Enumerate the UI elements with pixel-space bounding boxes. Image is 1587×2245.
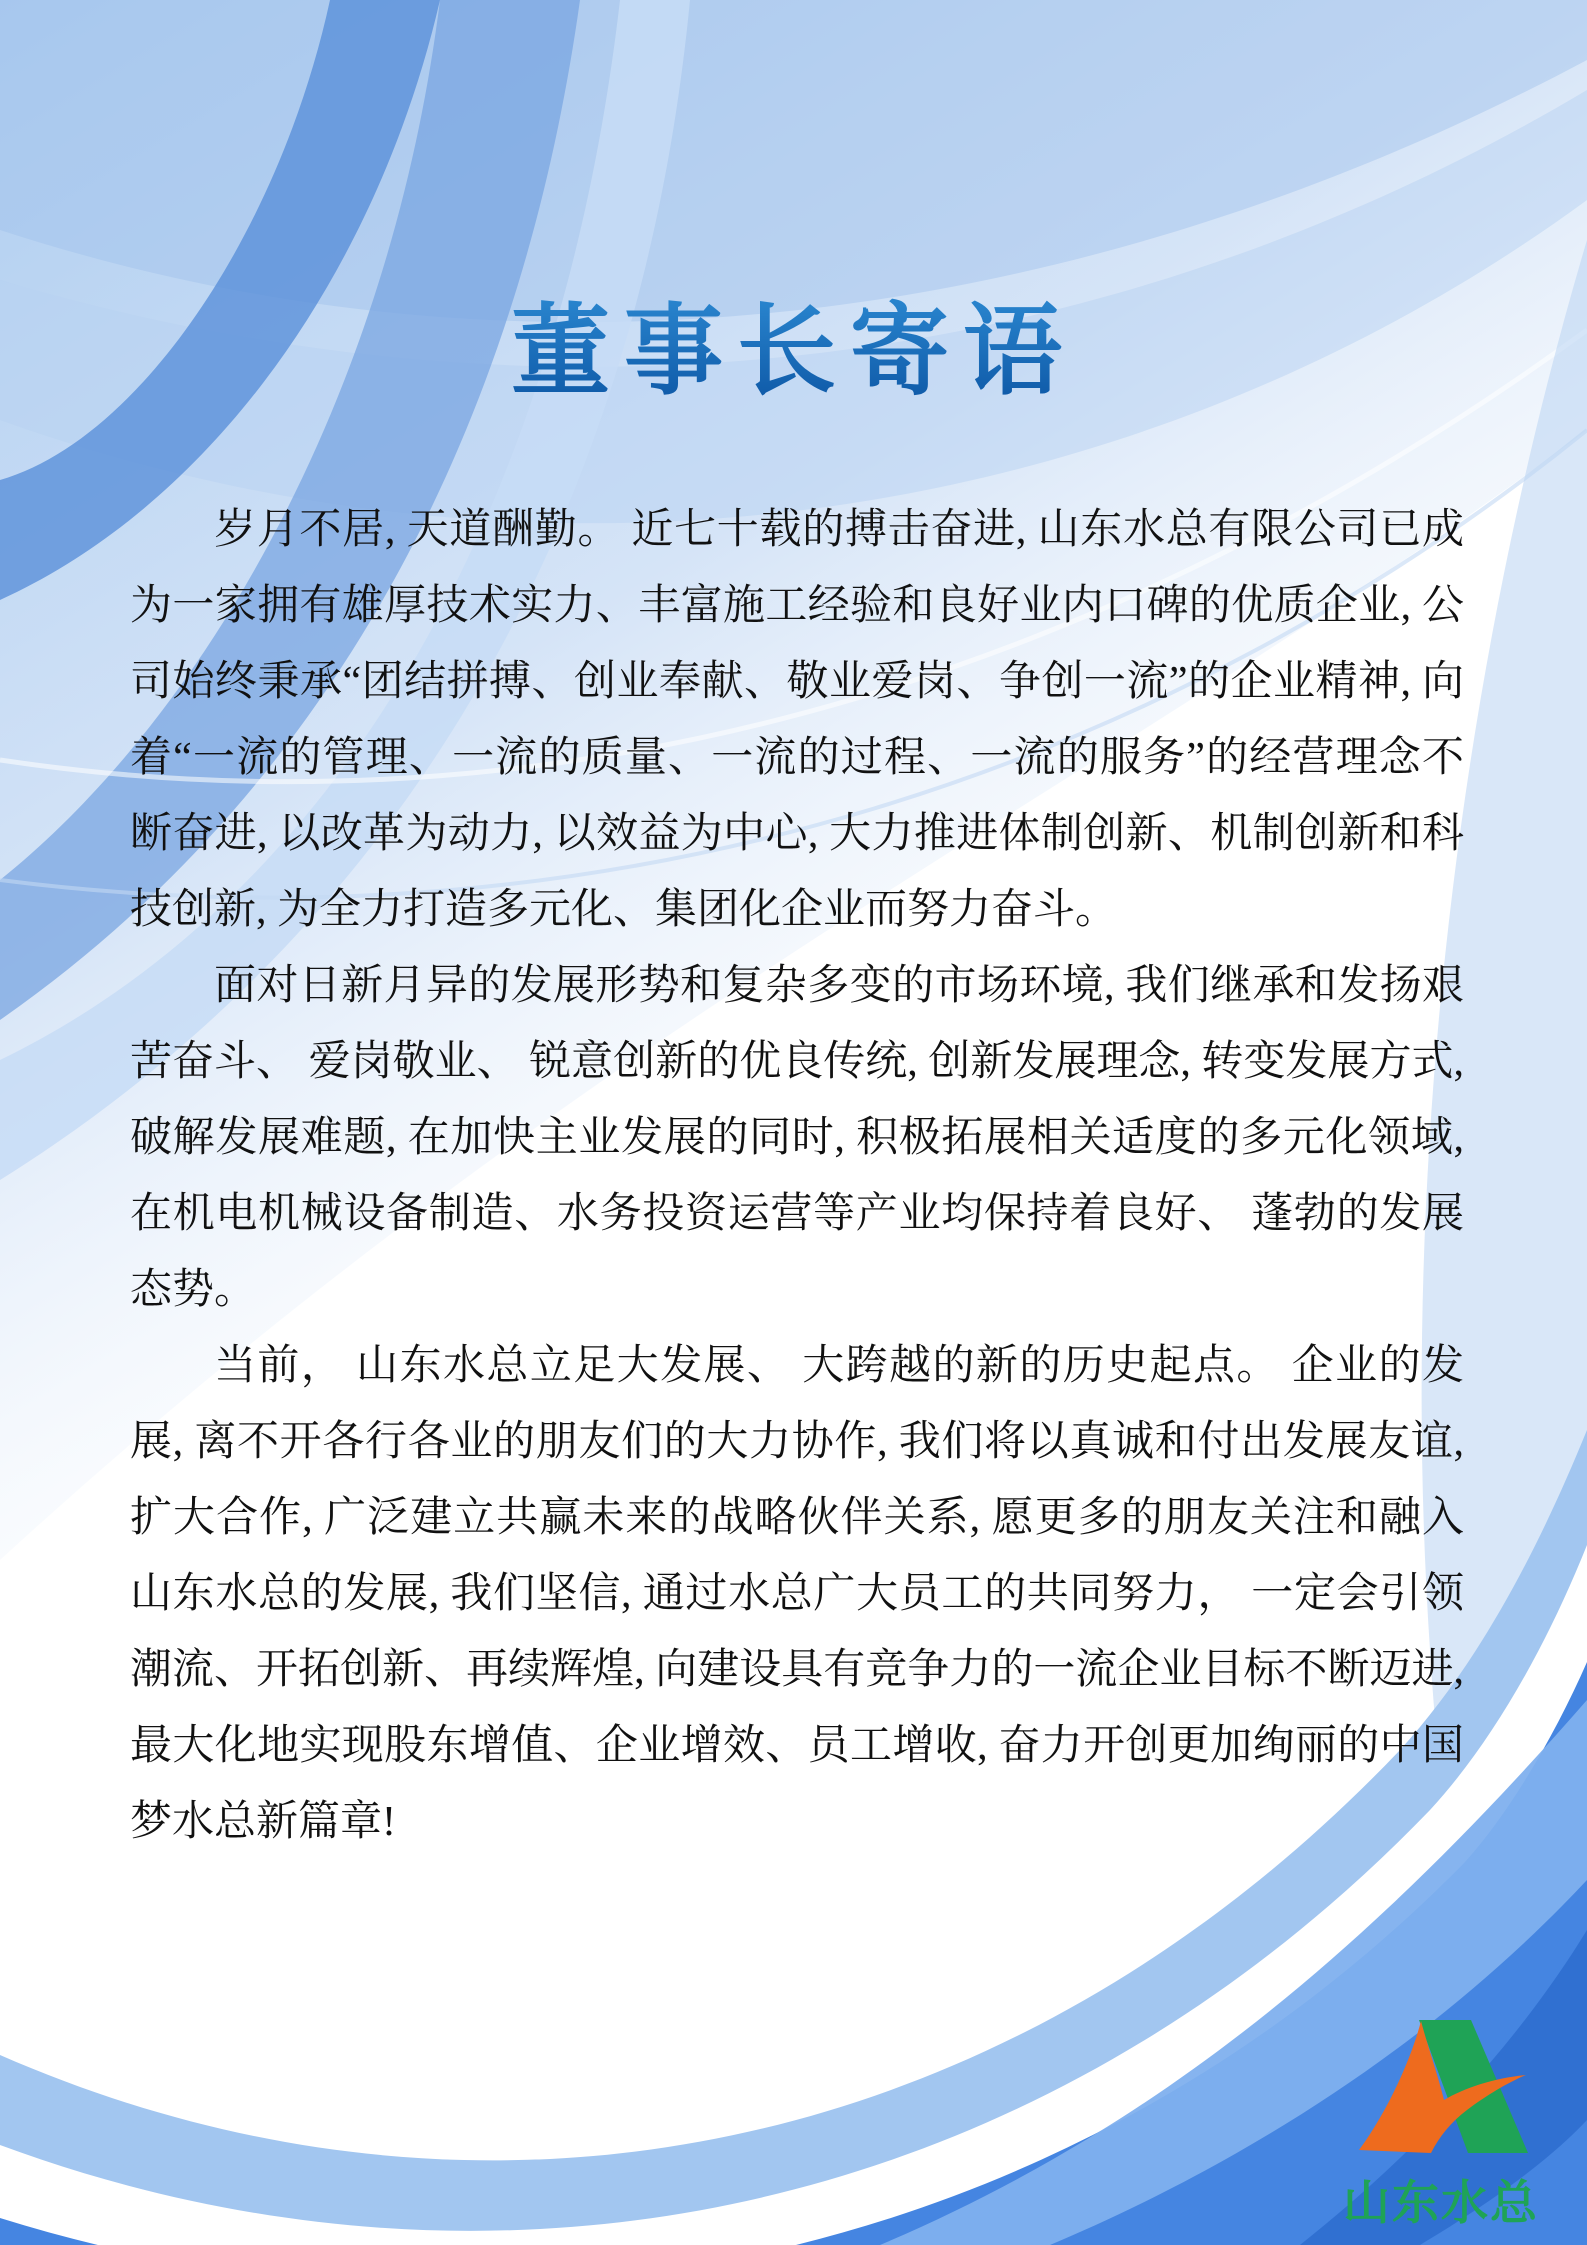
chairman-message-body	[130, 492, 1464, 1860]
paragraph-3: 当前， 山东水总立足大发展、 大跨越的新的历史起点。 企业的发展, 离不开各行各业的朋友们的大力协作, 我们将以真诚和付出发展友谊, 扩大合作, 广泛建立共赢未来的战略伙伴关系, 愿更多的朋友关注和融入山东水总的发展, 我们坚信, 通过水总广大员工的共同努力， 一定会引领潮流、开拓创新、再续辉煌, 向建设具有竞争力的一流企业目标不断迈进, 最大化地实现股东增值、企业增效、员工增收, 奋力开创更加绚丽的中国梦水总新篇章!	[130, 1343, 1464, 1845]
company-logo-icon	[1349, 2010, 1534, 2160]
company-logo-text: 山东水总	[1343, 2176, 1539, 2231]
page-title: 董事长寄语	[0, 272, 1587, 414]
paragraph-1: 岁月不居, 天道酬勤。 近七十载的搏击奋进, 山东水总有限公司已成为一家拥有雄厚技术实力、丰富施工经验和良好业内口碑的优质企业, 公司始终秉承“团结拼搏、创业奉献、敬业爱岗、争创一流”的企业精神, 向着“一流的管理、一流的质量、一流的过程、一流的服务”的经营理念不断奋进, 以改革为动力, 以效益为中心, 大力推进体制创新、机制创新和科技创新, 为全力打造多元化、集团化企业而努力奋斗。	[130, 507, 1464, 933]
paragraph-2: 面对日新月异的发展形势和复杂多变的市场环境, 我们继承和发扬艰苦奋斗、 爱岗敬业、 锐意创新的优良传统, 创新发展理念, 转变发展方式, 破解发展难题, 在加快主业发展的同时, 积极拓展相关适度的多元化领域, 在机电机械设备制造、水务投资运营等产业均保持着良好、 蓬勃的发展态势。	[130, 963, 1464, 1313]
company-logo	[1336, 2010, 1546, 2233]
